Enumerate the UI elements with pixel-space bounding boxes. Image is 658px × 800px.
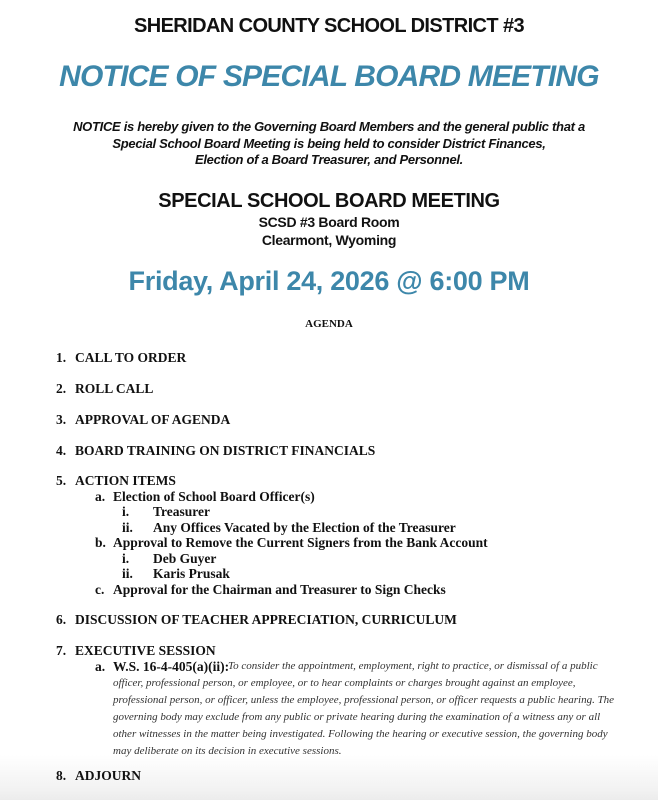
agenda-subsubitem-number: i. bbox=[122, 504, 130, 519]
agenda-item-number: 4. bbox=[56, 443, 67, 458]
agenda-subsubitem: Any Offices Vacated by the Election of the Treasurer bbox=[153, 519, 456, 535]
agenda-item-number: 2. bbox=[56, 381, 67, 396]
agenda-item: CALL TO ORDER bbox=[75, 350, 187, 365]
meeting-title: SPECIAL SCHOOL BOARD MEETING bbox=[158, 190, 500, 212]
agenda-subsubitem: Deb Guyer bbox=[153, 550, 217, 566]
agenda-subitem: Approval to Remove the Current Signers from the Bank Account bbox=[113, 535, 488, 550]
agenda-subitem: Election of School Board Officer(s) bbox=[113, 488, 315, 504]
agenda-item: ROLL CALL bbox=[75, 381, 154, 396]
statute-description-line: To consider the appointment, employment, right to practice, or dismissal of a public bbox=[228, 660, 598, 672]
agenda-item-number: 7. bbox=[56, 643, 67, 658]
notice-text-line: Election of a Board Treasurer, and Personnel. bbox=[194, 152, 463, 167]
agenda-item-number: 1. bbox=[56, 350, 67, 365]
agenda-subsubitem-number: i. bbox=[122, 550, 130, 566]
agenda-subsubitem-number: ii. bbox=[122, 566, 133, 581]
agenda-subsubitem: Karis Prusak bbox=[153, 566, 230, 581]
statute-description-line: other witnesses in the matter being investigated. Following the hearing or executive session, the governing body bbox=[113, 727, 608, 740]
statute-description-line: may deliberate on its decision in executive sessions. bbox=[113, 744, 342, 757]
agenda-item: BOARD TRAINING ON DISTRICT FINANCIALS bbox=[75, 443, 376, 458]
agenda-item-number: 3. bbox=[56, 412, 67, 427]
notice-text-line: NOTICE is hereby given to the Governing Board Members and the general public that a bbox=[73, 119, 585, 134]
agenda-subitem-number: b. bbox=[95, 535, 106, 550]
agenda-subitem: W.S. 16-4-405(a)(ii): bbox=[113, 658, 230, 674]
agenda-subsubitem-number: ii. bbox=[122, 519, 133, 535]
meeting-date-time: Friday, April 24, 2026 @ 6:00 PM bbox=[128, 266, 530, 296]
notice-title: NOTICE OF SPECIAL BOARD MEETING bbox=[59, 60, 599, 93]
agenda-item-number: 5. bbox=[56, 473, 67, 488]
statute-description-line: professional person, or officer, unless the employee, professional person, or officer requests a public hearing. The bbox=[113, 693, 615, 706]
agenda-item: ACTION ITEMS bbox=[75, 473, 176, 488]
meeting-room: SCSD #3 Board Room bbox=[258, 214, 400, 230]
statute-description-line: officer, professional person, or employee, or to hear complaints or charges brought against an employee, bbox=[113, 676, 576, 689]
agenda-item: APPROVAL OF AGENDA bbox=[75, 412, 231, 427]
agenda-subitem-number: c. bbox=[95, 581, 105, 597]
agenda-subitem: Approval for the Chairman and Treasurer to Sign Checks bbox=[113, 581, 446, 597]
agenda-item-number: 8. bbox=[56, 768, 67, 783]
agenda-item: ADJOURN bbox=[75, 768, 141, 783]
meeting-city: Clearmont, Wyoming bbox=[261, 232, 397, 248]
district-name: SHERIDAN COUNTY SCHOOL DISTRICT #3 bbox=[133, 15, 525, 37]
agenda-subitem-number: a. bbox=[95, 488, 106, 504]
agenda-subitem-number: a. bbox=[95, 658, 106, 674]
statute-description-line: governing body may exclude from any public or private hearing during the examination of a witness any or all bbox=[113, 710, 601, 723]
agenda-item-number: 6. bbox=[56, 612, 67, 627]
agenda-item: DISCUSSION OF TEACHER APPRECIATION, CURRICULUM bbox=[75, 612, 457, 627]
agenda-subsubitem: Treasurer bbox=[153, 504, 210, 519]
agenda-heading: AGENDA bbox=[305, 318, 353, 330]
notice-text-line: Special School Board Meeting is being held to consider District Finances, bbox=[112, 136, 546, 151]
agenda-item: EXECUTIVE SESSION bbox=[75, 643, 216, 658]
